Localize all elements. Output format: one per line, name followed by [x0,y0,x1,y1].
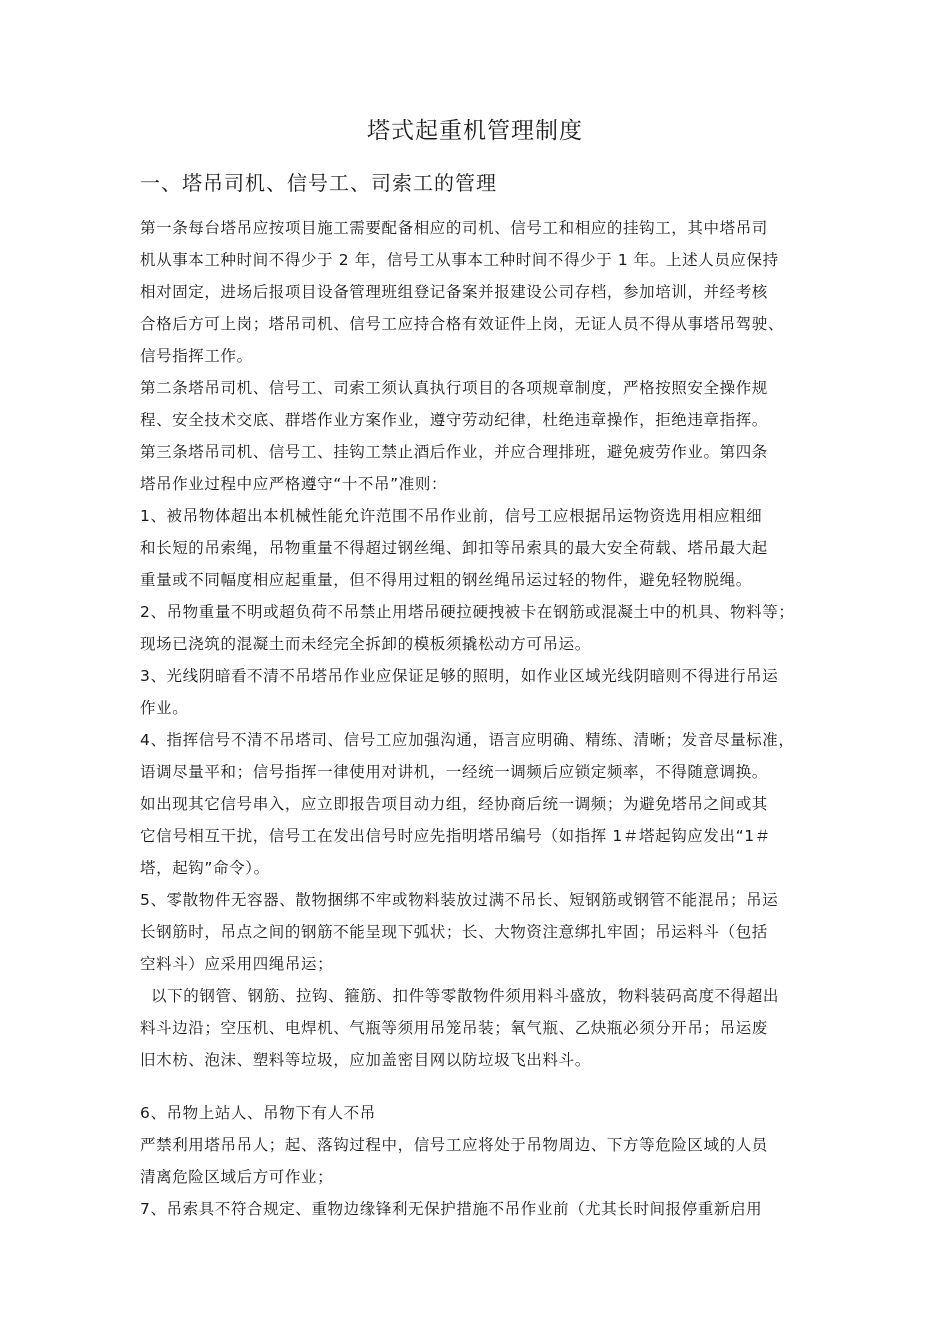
text-line: 语调尽量平和；信号指挥一律使用对讲机，一经统一调频后应锁定频率，不得随意调换。 [140,763,768,781]
text-line: 5、零散物件无容器、散物捆绑不牢或物料装放过满不吊长、短钢筋或钢管不能混吊；吊运 [140,891,779,909]
text-line: 空料斗）应采用四绳吊运； [140,955,334,973]
text-line: 作业。 [140,699,189,717]
text-line: 4、指挥信号不清不吊塔司、信号工应加强沟通，语言应明确、精练、清晰；发音尽量标准， [140,731,795,749]
text-line: 相对固定，进场后报项目设备管理班组登记备案并报建设公司存档，参加培训，并经考核 [140,283,768,301]
text-line: 塔吊作业过程中应严格遵守“十不吊”准则： [140,475,448,493]
text-line: 6、吊物上站人、吊物下有人不吊 [140,1104,376,1122]
text-line: 料斗边沿；空压机、电焊机、气瓶等须用吊笼吊装；氧气瓶、乙炔瓶必须分开吊；吊运废 [140,1019,768,1037]
section-heading: 一、塔吊司机、信号工、司索工的管理 [140,171,497,195]
document-title: 塔式起重机管理制度 [367,118,583,144]
text-line: 严禁利用塔吊吊人；起、落钩过程中，信号工应将处于吊物周边、下方等危险区域的人员 [140,1136,768,1154]
text-line: 2、吊物重量不明或超负荷不吊禁止用塔吊硬拉硬拽被卡在钢筋或混凝土中的机具、物料等； [140,603,795,621]
text-line: 旧木枋、泡沫、塑料等垃圾，应加盖密目网以防垃圾飞出料斗。 [140,1051,591,1069]
text-line: 长钢筋时，吊点之间的钢筋不能呈现下弧状；长、大物资注意绑扎牢固；吊运料斗（包括 [140,923,768,941]
text-line: 清离危险区域后方可作业； [140,1168,334,1186]
text-line: 它信号相互干扰，信号工在发出信号时应先指明塔吊编号（如指挥 1＃塔起钩应发出“1＃ [140,827,771,845]
text-line: 现场已浇筑的混凝土而未经完全拆卸的模板须撬松动方可吊运。 [140,635,591,653]
text-line: 合格后方可上岗；塔吊司机、信号工应持合格有效证件上岗，无证人员不得从事塔吊驾驶、 [140,315,785,333]
text-line: 信号指挥工作。 [140,347,253,365]
text-line: 第一条每台塔吊应按项目施工需要配备相应的司机、信号工和相应的挂钩工，其中塔吊司 [140,219,768,237]
text-line: 如出现其它信号串入，应立即报告项目动力组，经协商后统一调频；为避免塔吊之间或其 [140,795,768,813]
text-line: 第二条塔吊司机、信号工、司索工须认真执行项目的各项规章制度，严格按照安全操作规 [140,379,768,397]
text-line: 1、被吊物体超出本机械性能允许范围不吊作业前，信号工应根据吊运物资选用相应粗细 [140,507,763,525]
text-line: 重量或不同幅度相应起重量，但不得用过粗的钢丝绳吊运过轻的物件，避免轻物脱绳。 [140,571,752,589]
text-line: 以下的钢管、钢筋、拉钩、箍筋、扣件等零散物件须用料斗盛放，物料装码高度不得超出 [140,987,779,1005]
text-line: 塔，起钩”命令）。 [140,859,270,877]
text-line: 机从事本工种时间不得少于 2 年，信号工从事本工种时间不得少于 1 年。上述人员应保持 [140,251,779,269]
text-line: 3、光线阴暗看不清不吊塔吊作业应保证足够的照明，如作业区域光线阴暗则不得进行吊运 [140,667,779,685]
text-line: 7、吊索具不符合规定、重物边缘锋利无保护措施不吊作业前（尤其长时间报停重新启用 [140,1200,763,1218]
text-line: 和长短的吊索绳，吊物重量不得超过钢丝绳、卸扣等吊索具的最大安全荷载、塔吊最大起 [140,539,768,557]
text-line: 程、安全技术交底、群塔作业方案作业，遵守劳动纪律，杜绝违章操作，拒绝违章指挥。 [140,411,768,429]
text-line: 第三条塔吊司机、信号工、挂钩工禁止酒后作业，并应合理排班，避免疲劳作业。第四条 [140,443,768,461]
